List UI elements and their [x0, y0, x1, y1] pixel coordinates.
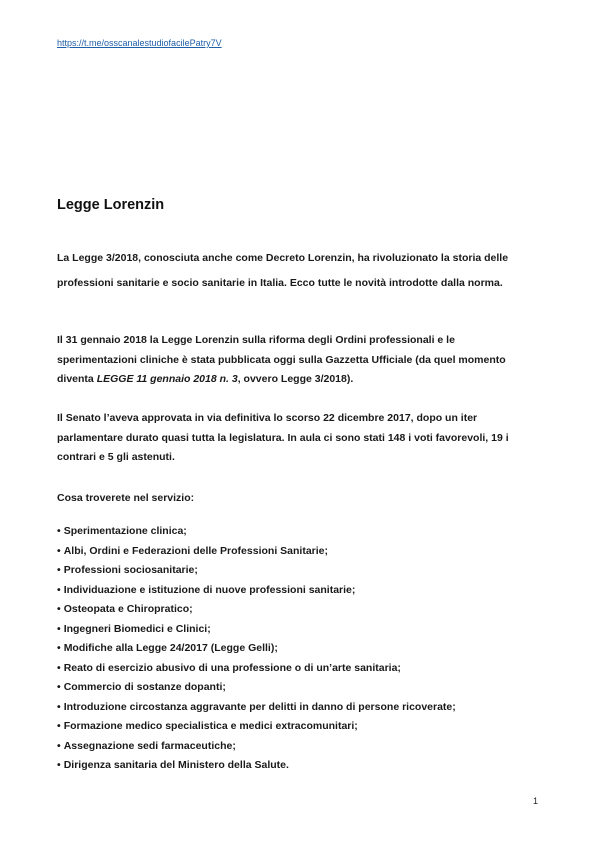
- page-number: 1: [533, 796, 539, 806]
- bullet-icon: •: [57, 739, 61, 752]
- bullet-icon: •: [57, 700, 61, 713]
- publication-text-2: , ovvero: [237, 373, 281, 385]
- list-item: [57, 659, 456, 679]
- services-heading: Cosa troverete nel servizio:: [57, 492, 195, 504]
- telegram-link[interactable]: https://t.me/osscanalestudiofacilePatry7V: [57, 38, 222, 48]
- list-item: [57, 542, 456, 562]
- page-title: Legge Lorenzin: [57, 197, 165, 213]
- list-item-text: Individuazione e istituzione di nuove professioni sanitarie;: [63, 583, 356, 596]
- law-reference-italic: LEGGE 11 gennaio 2018 n. 3: [96, 373, 238, 385]
- bullet-icon: •: [57, 603, 61, 615]
- list-item-text: Modifiche alla Legge 24/2017 (Legge Gelli);: [63, 642, 278, 654]
- bullet-icon: •: [57, 759, 61, 771]
- list-item-text: Assegnazione sedi farmaceutiche;: [63, 739, 236, 752]
- list-item-text: Sperimentazione clinica;: [63, 525, 187, 537]
- bullet-icon: •: [57, 544, 61, 557]
- bullet-icon: •: [57, 681, 61, 693]
- list-item: [57, 698, 456, 718]
- list-item: [57, 717, 456, 737]
- list-item: [57, 600, 456, 620]
- list-item: [57, 620, 456, 640]
- bullet-icon: •: [57, 564, 61, 576]
- bullet-icon: •: [57, 622, 61, 635]
- bullet-icon: •: [57, 642, 61, 654]
- list-item-text: Introduzione circostanza aggravante per delitti in danno di persone ricoverate;: [63, 700, 456, 713]
- intro-paragraph: La Legge 3/2018, conosciuta anche come Decreto Lorenzin, ha rivoluzionato la storia delle professioni sanitarie e socio sanitarie in Italia. Ecco tutte le novità introdotte dalla norma.: [57, 252, 509, 289]
- law-short-name: Legge 3/2018: [280, 373, 347, 385]
- list-item-text: Albi, Ordini e Federazioni delle Professioni Sanitarie;: [63, 544, 328, 557]
- list-item: [57, 756, 456, 776]
- bullet-icon: •: [57, 583, 61, 596]
- list-item: [57, 737, 456, 757]
- list-item-text: Commercio di sostanze dopanti;: [63, 681, 226, 693]
- bullet-icon: •: [57, 661, 61, 674]
- list-item-text: Professioni sociosanitarie;: [63, 564, 198, 576]
- bullet-icon: •: [57, 525, 61, 537]
- list-item-text: Osteopata e Chiropratico;: [63, 603, 193, 615]
- publication-text-3: ).: [346, 373, 354, 385]
- senate-paragraph: Il Senato l’aveva approvata in via definitiva lo scorso 22 dicembre 2017, dopo un iter parlamentare durato quasi tutta la legislatura. In aula ci sono stati 148 i voti favorevoli, 19 i contrari e 5 gli astenuti.: [57, 412, 509, 463]
- list-item: [57, 561, 456, 581]
- list-item: [57, 639, 456, 659]
- list-item-text: Dirigenza sanitaria del Ministero della Salute.: [63, 759, 289, 771]
- services-list: [57, 522, 456, 776]
- list-item: [57, 678, 456, 698]
- list-item-text: Ingegneri Biomedici e Clinici;: [63, 622, 211, 635]
- list-item-text: Formazione medico specialistica e medici extracomunitari;: [63, 720, 358, 732]
- publication-paragraph: [57, 331, 537, 390]
- bullet-icon: •: [57, 720, 61, 732]
- list-item: [57, 522, 456, 542]
- list-item-text: Reato di esercizio abusivo di una professione o di un’arte sanitaria;: [63, 661, 401, 674]
- list-item: [57, 581, 456, 601]
- publication-text-1: Il 31 gennaio 2018 la Legge Lorenzin sulla riforma degli Ordini professionali e le sperimentazioni cliniche è stata pubblicata oggi sulla Gazzetta Ufficiale (da quel momento diventa: [57, 334, 506, 385]
